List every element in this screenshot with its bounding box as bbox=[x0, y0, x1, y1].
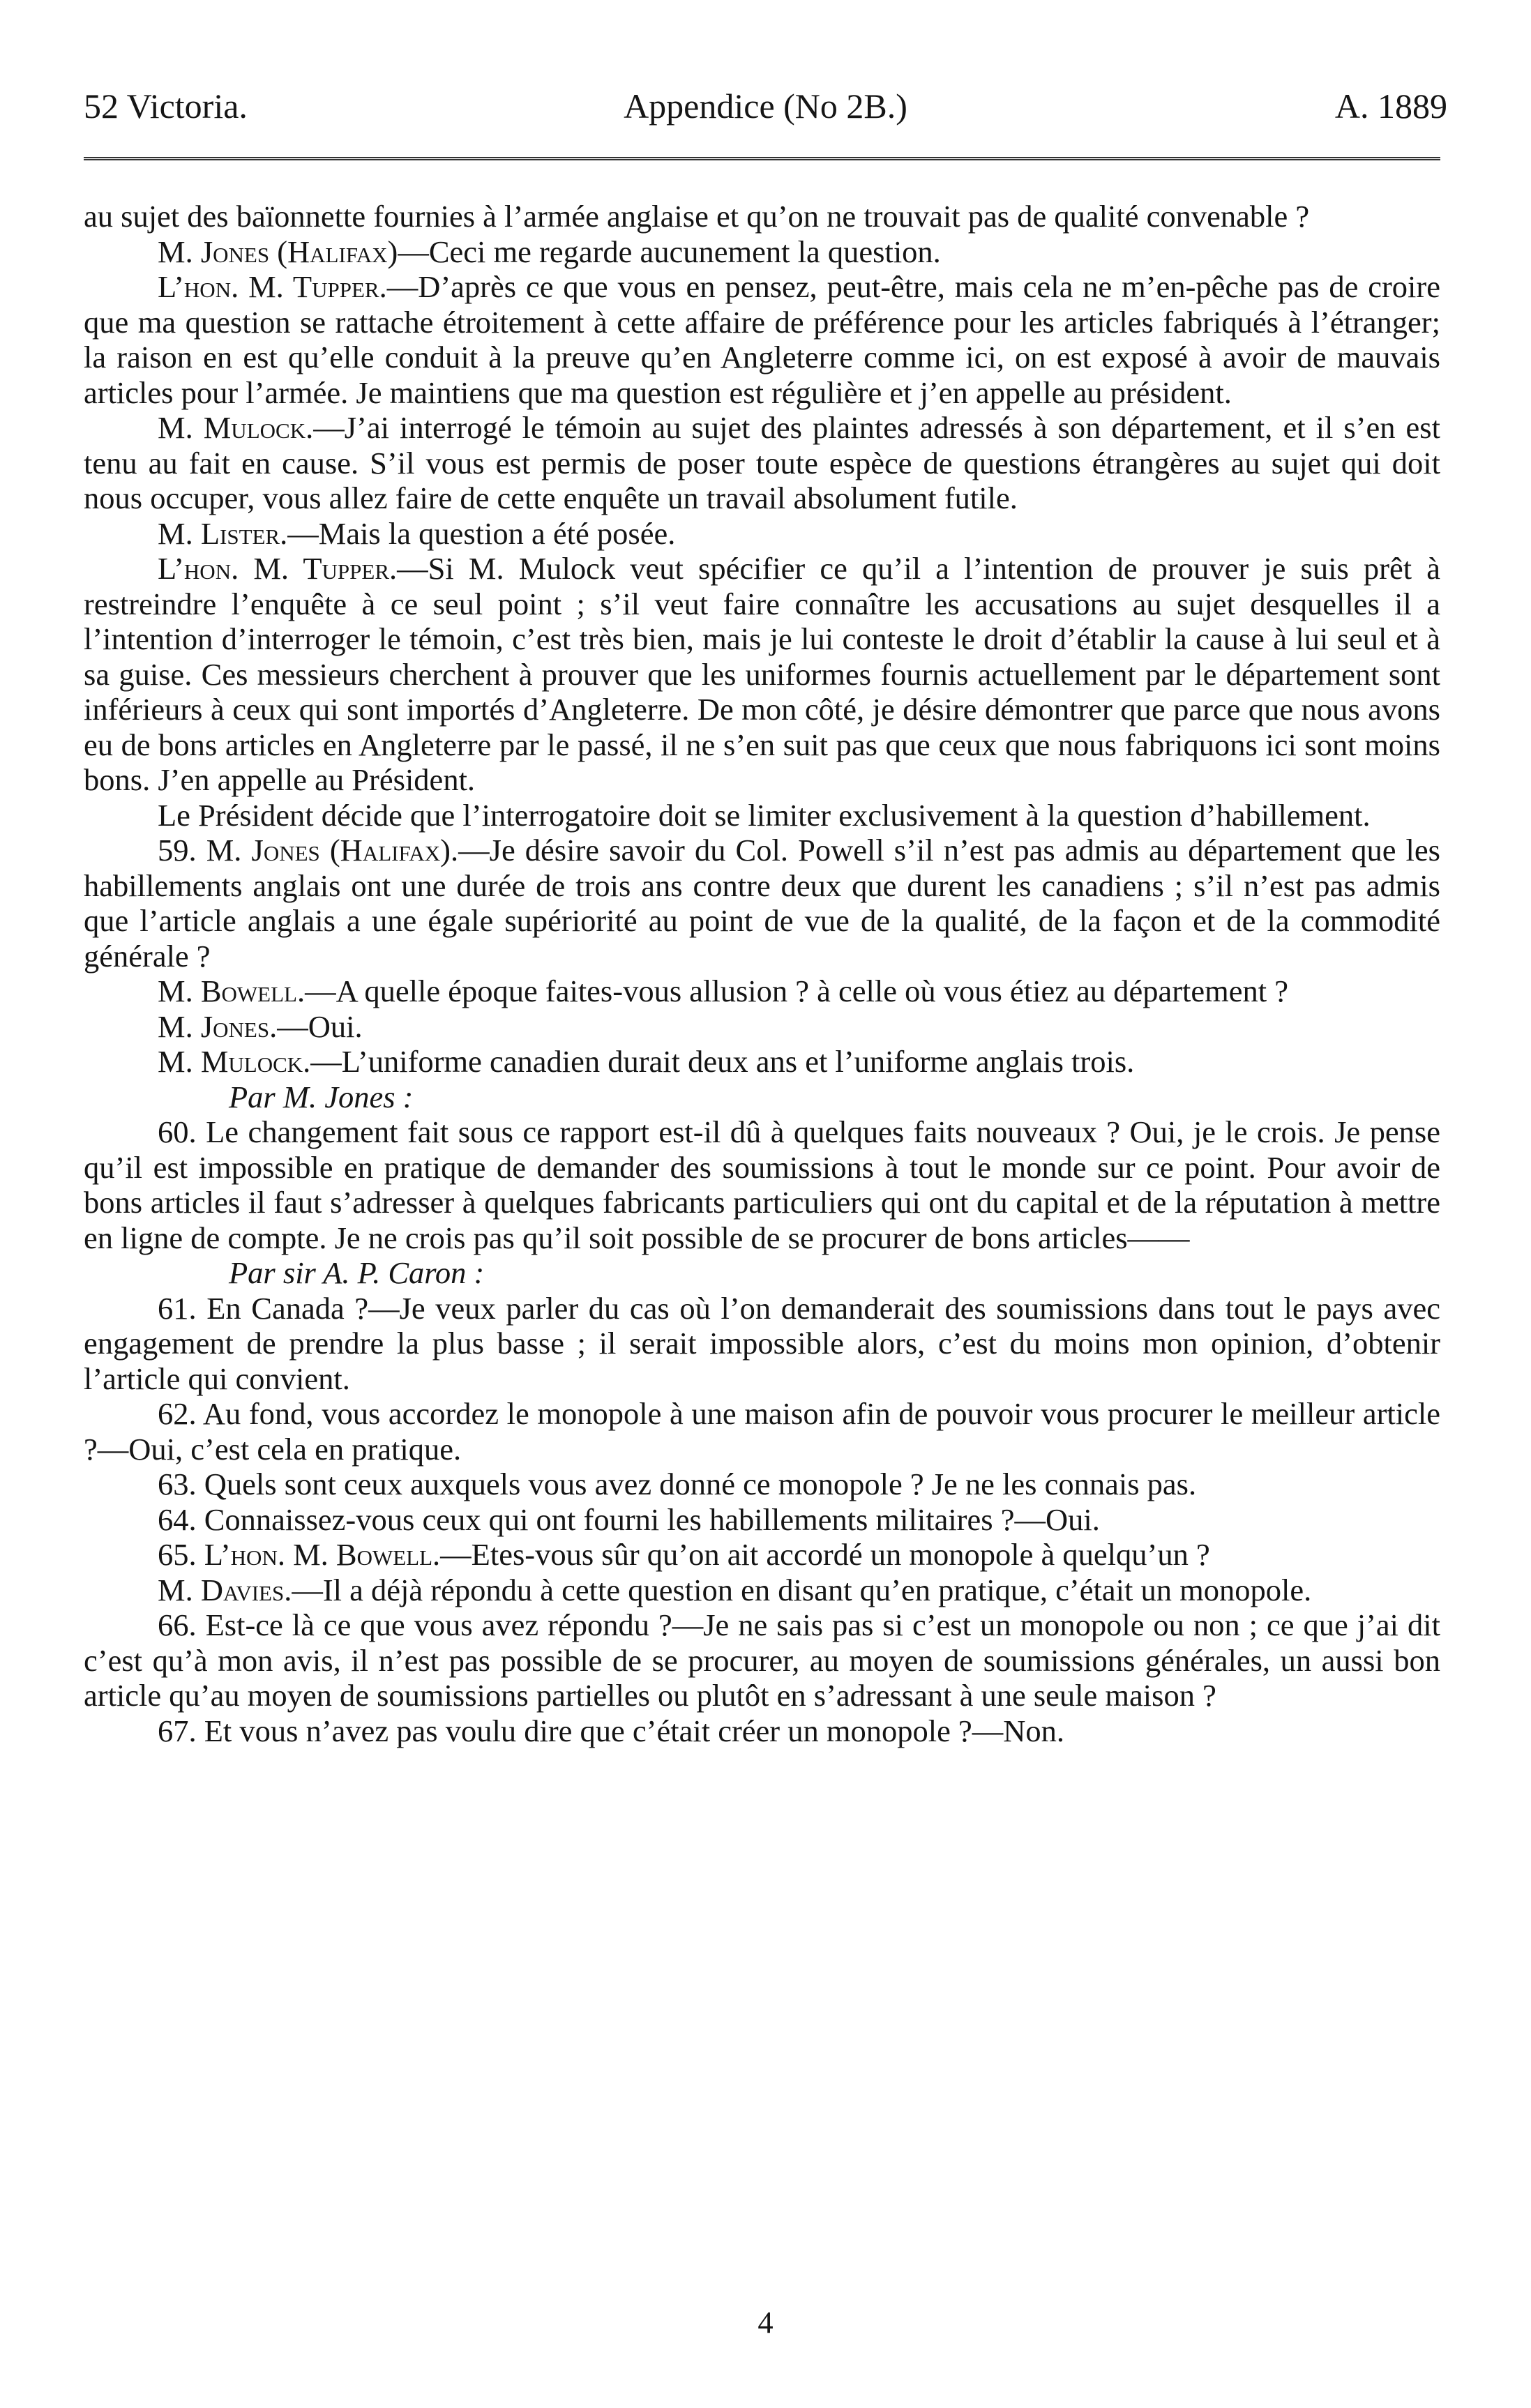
paragraph bbox=[84, 551, 1440, 798]
paragraph-text: —J’ai interrogé le témoin au sujet des plaintes adressés à son département, et il s’en est tenu au fait en cause. S’il vous est permis de poser toute espèce de questions étrangères au sujet qui doit nous occuper, vous allez faire de cette enquête un travail absolument futile. bbox=[84, 410, 1440, 515]
section-heading: Par sir A. P. Caron : bbox=[229, 1255, 485, 1290]
speaker-name: M. Bowell. bbox=[158, 974, 306, 1008]
header-rule bbox=[84, 157, 1440, 160]
paragraph-text: —Etes-vous sûr qu’on ait accordé un monopole à quelqu’un ? bbox=[440, 1537, 1210, 1572]
paragraph bbox=[84, 269, 1440, 410]
paragraph-text: —Mais la question a été posée. bbox=[287, 515, 676, 551]
paragraph-text: 63. Quels sont ceux auxquels vous avez donné ce monopole ? Je ne les connais pas. bbox=[158, 1467, 1197, 1501]
paragraph bbox=[84, 516, 1440, 552]
page-number: 4 bbox=[757, 2305, 774, 2340]
paragraph-text: —Il a déjà répondu à cette question en disant qu’en pratique, c’était un monopole. bbox=[292, 1572, 1312, 1607]
paragraph bbox=[84, 1502, 1440, 1538]
paragraph bbox=[84, 1009, 1440, 1045]
header-appendix: Appendice (No 2B.) bbox=[624, 86, 907, 126]
speaker-name: M. Jones. bbox=[158, 1008, 278, 1044]
speaker-name: M. Mulock. bbox=[158, 410, 314, 445]
paragraph bbox=[84, 1044, 1440, 1080]
speaker-name: M. Lister. bbox=[158, 515, 288, 551]
speaker-name: 59. M. Jones (Halifax). bbox=[158, 833, 459, 868]
paragraph-text: 60. Le changement fait sous ce rapport est-il dû à quelques faits nouveaux ? Oui, je le crois. Je pense qu’il est impossible en pratique de demander des soumissions à tout le monde sur ce point. Pour avoir de bons articles il faut s’adresser à quelques fabricants particuliers qui ont du capital et de la réputation à mettre en ligne de compte. Je ne crois pas qu’il soit possible de se procurer de bons articles—— bbox=[84, 1114, 1440, 1255]
paragraph-text: au sujet des baïonnette fournies à l’armée anglaise et qu’on ne trouvait pas de qualité convenable ? bbox=[84, 199, 1310, 234]
paragraph bbox=[84, 1291, 1440, 1397]
speaker-name: M. Mulock. bbox=[158, 1044, 311, 1079]
page-body bbox=[84, 199, 1440, 1748]
paragraph-text: —D’après ce que vous en pensez, peut-être, mais cela ne m’en-pêche pas de croire que ma question se rattache étroitement à cette affaire de préférence pour les articles fabriqués à l’étranger; la raison en est qu’elle conduit à la preuve qu’en Angleterre comme ici, on est exposé à avoir de mauvais articles pour l’armée. Je maintiens que ma question est régulière et j’en appelle au président. bbox=[84, 269, 1440, 410]
paragraph bbox=[84, 1573, 1440, 1608]
paragraph bbox=[84, 974, 1440, 1009]
speaker-name: 65. L’hon. M. Bowell. bbox=[158, 1537, 441, 1572]
speaker-name: L’hon. M. Tupper. bbox=[158, 551, 398, 586]
paragraph bbox=[84, 1537, 1440, 1573]
paragraph bbox=[84, 410, 1440, 516]
running-header bbox=[84, 78, 1447, 134]
paragraph-text: Le Président décide que l’interrogatoire doit se limiter exclusivement à la question d’habillement. bbox=[158, 797, 1371, 833]
header-session: 52 Victoria. bbox=[84, 86, 248, 126]
paragraph bbox=[84, 833, 1440, 974]
paragraph bbox=[84, 1114, 1440, 1255]
paragraph-text: 66. Est-ce là ce que vous avez répondu ?—Je ne sais pas si c’est un monopole ou non ; ce que j’ai dit c’est qu’à mon avis, il n’est pas possible de se procurer, au moyen de soumissions générales, un aussi bon article qu’au moyen de soumissions partielles ou plutôt en s’adressant à une seule maison ? bbox=[84, 1607, 1440, 1713]
paragraph bbox=[84, 1467, 1440, 1502]
paragraph-text: —Ceci me regarde aucunement la question. bbox=[398, 234, 941, 269]
paragraph bbox=[84, 199, 1440, 234]
paragraph-text: 61. En Canada ?—Je veux parler du cas où l’on demanderait des soumissions dans tout le pays avec engagement de prendre la plus basse ; il serait impossible alors, c’est du moins mon opinion, d’obtenir l’article qui convient. bbox=[84, 1290, 1440, 1396]
paragraph bbox=[84, 1396, 1440, 1467]
paragraph-text: —Oui. bbox=[277, 1008, 363, 1044]
paragraph-text: 64. Connaissez-vous ceux qui ont fourni les habillements militaires ?—Oui. bbox=[158, 1501, 1100, 1537]
paragraph-text: —Je désire savoir du Col. Powell s’il n’est pas admis au département que les habillements anglais ont une durée de trois ans contre deux que durent les canadiens ; s’il n’est pas admis que l’article anglais a une égale supériorité au point de vue de la qualité, de la façon et de la commodité générale ? bbox=[84, 833, 1440, 974]
paragraph bbox=[84, 798, 1440, 833]
speaker-name: M. Jones (Halifax) bbox=[158, 234, 398, 269]
paragraph-text: 67. Et vous n’avez pas voulu dire que c’était créer un monopole ?—Non. bbox=[158, 1713, 1064, 1748]
paragraph-text: —A quelle époque faites-vous allusion ? à celle où vous étiez au département ? bbox=[305, 974, 1288, 1008]
paragraph-text: —Si M. Mulock veut spécifier ce qu’il a l’intention de prouver je suis prêt à restreindre l’enquête à ce seul point ; s’il veut faire connaître les accusations au sujet desquelles il a l’intention d’interroger le témoin, c’est très bien, mais je lui conteste le droit d’établir la cause à lui seul et à sa guise. Ces messieurs cherchent à prouver que les uniformes fournis actuellement par le département sont inférieurs à ceux qui sont importés d’Angleterre. De mon côté, je désire démontrer que parce que nous avons eu de bons articles en Angleterre par le passé, il ne s’en suit pas que ceux que nous fabriquons ici sont moins bons. J’en appelle au Président. bbox=[84, 551, 1440, 797]
paragraph bbox=[84, 1607, 1440, 1713]
header-year: A. 1889 bbox=[1334, 86, 1447, 126]
paragraph-text: 62. Au fond, vous accordez le monopole à une maison afin de pouvoir vous procurer le meilleur article ?—Oui, c’est cela en pratique. bbox=[84, 1396, 1440, 1467]
speaker-name: L’hon. M. Tupper. bbox=[158, 269, 387, 304]
paragraph-text: —L’uniforme canadien durait deux ans et l’uniforme anglais trois. bbox=[310, 1044, 1135, 1079]
speaker-name: M. Davies. bbox=[158, 1572, 292, 1607]
section-heading: Par M. Jones : bbox=[229, 1079, 414, 1114]
paragraph bbox=[84, 1713, 1440, 1749]
paragraph bbox=[84, 234, 1440, 270]
